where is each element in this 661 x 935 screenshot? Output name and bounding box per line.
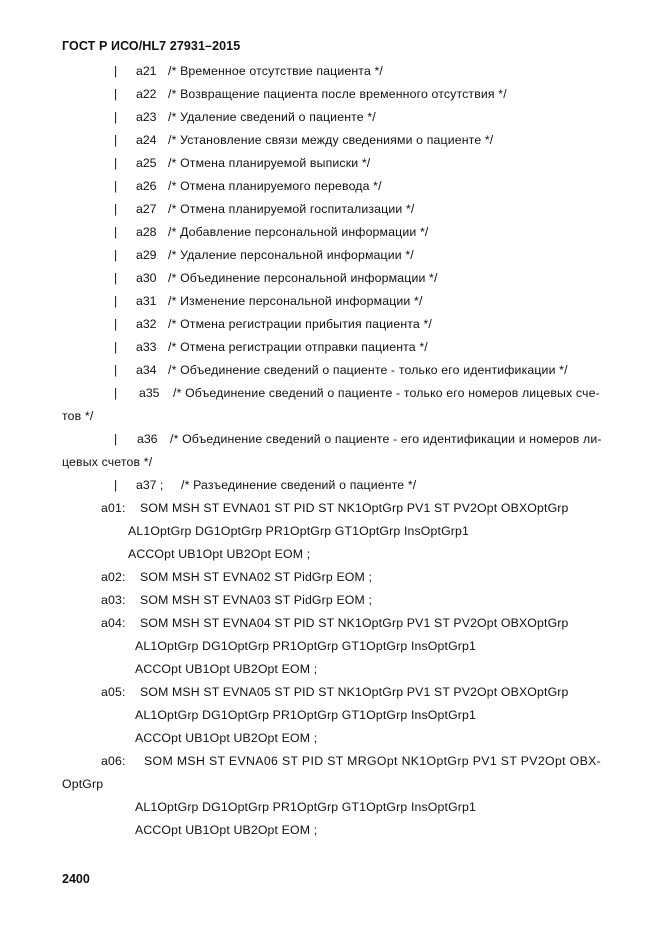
entry-comment: /* Объединение сведений о пациенте - только его идентификации */ — [168, 363, 568, 377]
entry-code: a28 — [136, 225, 157, 239]
rule-label: a05: — [101, 685, 126, 699]
entry-comment: /* Объединение сведений о пациенте - только его номеров лицевых сче- — [173, 386, 600, 400]
rule-line: SOM MSH ST EVNA06 ST PID ST MRGOpt NK1OptGrp PV1 ST PV2Opt OBX- — [144, 754, 602, 768]
entry-code: a35 — [139, 386, 160, 400]
rule-line: AL1OptGrp DG1OptGrp PR1OptGrp GT1OptGrp InsOptGrp1 — [128, 524, 470, 538]
entry-code: a33 — [136, 340, 157, 354]
entry-comment: /* Добавление персональной информации */ — [168, 225, 429, 239]
rule-line: SOM MSH ST EVNA01 ST PID ST NK1OptGrp PV1 ST PV2Opt OBXOptGrp — [140, 501, 569, 515]
alternative-bar: | — [114, 64, 118, 78]
rule-label: a03: — [101, 593, 126, 607]
rule-line: ACCOpt UB1Opt UB2Opt EOM ; — [135, 823, 318, 837]
rule-line: AL1OptGrp DG1OptGrp PR1OptGrp GT1OptGrp InsOptGrp1 — [135, 800, 477, 814]
entry-comment: /* Удаление сведений о пациенте */ — [168, 110, 376, 124]
alternative-bar: | — [114, 133, 118, 147]
alternative-bar: | — [114, 156, 118, 170]
entry-code: a29 — [136, 248, 157, 262]
document-header: ГОСТ Р ИСО/HL7 27931–2015 — [62, 39, 241, 53]
entry-comment: /* Временное отсутствие пациента */ — [168, 64, 383, 78]
entry-comment: /* Возвращение пациента после временного отсутствия */ — [168, 87, 507, 101]
entry-comment: /* Отмена планируемой госпитализации */ — [168, 202, 415, 216]
entry-comment-continuation: тов */ — [62, 409, 94, 423]
entry-code: a21 — [136, 64, 157, 78]
rule-line: ACCOpt UB1Opt UB2Opt EOM ; — [135, 731, 318, 745]
alternative-bar: | — [114, 363, 118, 377]
alternative-bar: | — [114, 179, 118, 193]
entry-code: a37 ; — [136, 478, 164, 492]
alternative-bar: | — [114, 478, 118, 492]
rule-line: SOM MSH ST EVNA04 ST PID ST NK1OptGrp PV1 ST PV2Opt OBXOptGrp — [140, 616, 569, 630]
entry-comment: /* Разъединение сведений о пациенте */ — [181, 478, 417, 492]
rule-line: ACCOpt UB1Opt UB2Opt EOM ; — [128, 547, 311, 561]
entry-code: a36 — [137, 432, 158, 446]
rule-line: AL1OptGrp DG1OptGrp PR1OptGrp GT1OptGrp InsOptGrp1 — [135, 639, 477, 653]
entry-code: a24 — [136, 133, 157, 147]
alternative-bar: | — [114, 294, 118, 308]
entry-code: a31 — [136, 294, 157, 308]
entry-comment: /* Отмена регистрации отправки пациента */ — [168, 340, 428, 354]
alternative-bar: | — [114, 248, 118, 262]
entry-code: a23 — [136, 110, 157, 124]
rule-line-continuation: OptGrp — [62, 777, 104, 791]
entry-code: a30 — [136, 271, 157, 285]
entry-comment-continuation: цевых счетов */ — [62, 455, 153, 469]
alternative-bar: | — [114, 87, 118, 101]
entry-code: a27 — [136, 202, 157, 216]
alternative-bar: | — [114, 386, 118, 400]
alternative-bar: | — [114, 225, 118, 239]
rule-line: ACCOpt UB1Opt UB2Opt EOM ; — [135, 662, 318, 676]
rule-label: a01: — [101, 501, 126, 515]
entry-code: a22 — [136, 87, 157, 101]
entry-comment: /* Отмена планируемой выписки */ — [168, 156, 371, 170]
rule-line: SOM MSH ST EVNA02 ST PidGrp EOM ; — [140, 570, 373, 584]
rule-line: AL1OptGrp DG1OptGrp PR1OptGrp GT1OptGrp InsOptGrp1 — [135, 708, 477, 722]
page-number: 2400 — [62, 872, 90, 886]
entry-comment: /* Установление связи между сведениями о пациенте */ — [168, 133, 494, 147]
alternative-bar: | — [114, 432, 118, 446]
entry-comment: /* Отмена планируемого перевода */ — [168, 179, 382, 193]
alternative-bar: | — [114, 110, 118, 124]
rule-label: a06: — [101, 754, 126, 768]
entry-code: a26 — [136, 179, 157, 193]
rule-line: SOM MSH ST EVNA05 ST PID ST NK1OptGrp PV1 ST PV2Opt OBXOptGrp — [140, 685, 569, 699]
entry-code: a32 — [136, 317, 157, 331]
alternative-bar: | — [114, 271, 118, 285]
alternative-bar: | — [114, 340, 118, 354]
entry-comment: /* Удаление персональной информации */ — [168, 248, 414, 262]
entry-comment: /* Объединение сведений о пациенте - его идентификации и номеров ли- — [170, 432, 602, 446]
entry-comment: /* Отмена регистрации прибытия пациента */ — [168, 317, 432, 331]
entry-code: a25 — [136, 156, 157, 170]
alternative-bar: | — [114, 317, 118, 331]
entry-code: a34 — [136, 363, 157, 377]
entry-comment: /* Изменение персональной информации */ — [168, 294, 423, 308]
rule-label: a04: — [101, 616, 126, 630]
rule-label: a02: — [101, 570, 126, 584]
rule-line: SOM MSH ST EVNA03 ST PidGrp EOM ; — [140, 593, 373, 607]
alternative-bar: | — [114, 202, 118, 216]
entry-comment: /* Объединение персональной информации */ — [168, 271, 438, 285]
